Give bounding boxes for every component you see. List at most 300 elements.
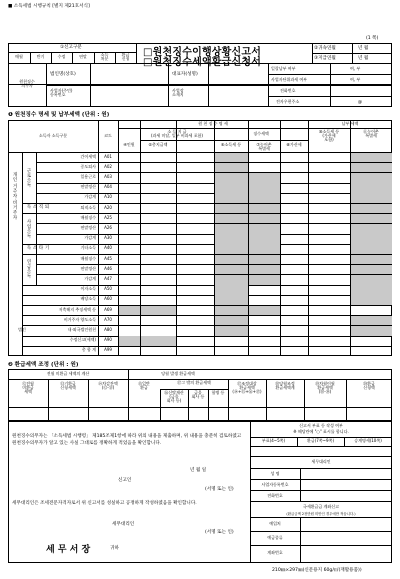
- cell-A10-6[interactable]: [308, 193, 350, 203]
- cell-A70-0[interactable]: [118, 315, 140, 325]
- cell-A70-1[interactable]: [140, 315, 176, 325]
- row-label-A04: 연말정산: [80, 184, 96, 190]
- cell-A04-0[interactable]: [118, 183, 140, 193]
- refund-value-2[interactable]: [88, 407, 128, 421]
- cell-A25-2[interactable]: [176, 213, 214, 223]
- cell-A60-6[interactable]: [308, 295, 350, 305]
- row-label-A10: 가감계: [84, 194, 96, 200]
- cell-A69-2[interactable]: [176, 305, 214, 315]
- resident-side-label: 개인 거주자·비거주자: [12, 172, 17, 220]
- cell-A01-4[interactable]: [248, 152, 280, 162]
- row-label-A40: 기타소득: [80, 245, 96, 251]
- company-name-label: 법인명(상호): [50, 72, 76, 77]
- paper-spec-footer: 210㎜×297㎜(신문용지 60g/㎡(재활용품)): [272, 568, 362, 573]
- cell-A69-5[interactable]: [280, 305, 308, 315]
- tax-collected-header: 징수세액: [253, 131, 269, 136]
- cell-A99-3[interactable]: [214, 346, 248, 356]
- cell-A25-6[interactable]: [308, 213, 350, 223]
- cell-A50-6[interactable]: [308, 285, 350, 295]
- declarant-signature[interactable]: (서명 또는 인): [205, 487, 234, 492]
- registration-number-label: 사업자(주민) 등록번호: [50, 88, 73, 98]
- cell-A10-0[interactable]: [118, 193, 140, 203]
- report-type-monthly[interactable]: 매월: [15, 54, 23, 59]
- refund-col-10: ⑳환급 신청액: [363, 381, 375, 391]
- group-연금소득: 연금소득: [26, 259, 31, 280]
- row-code-A80: A80: [104, 326, 112, 332]
- group-퇴직소득: 퇴직소득: [26, 204, 49, 209]
- agent-name-label: 성 명: [270, 471, 280, 476]
- row-code-A60: A60: [104, 296, 112, 302]
- row-code-A46: A46: [104, 265, 112, 271]
- cell-A01-0[interactable]: [118, 152, 140, 162]
- cell-A99-7[interactable]: [350, 346, 392, 356]
- cell-A45-3[interactable]: [214, 254, 248, 264]
- cell-A46-4[interactable]: [248, 264, 280, 274]
- cell-A70-7[interactable]: [350, 315, 392, 325]
- cell-A30-4[interactable]: [248, 234, 280, 244]
- refund-account-note: (환급금액 2천만원 미만인 경우에만 적습니다.): [286, 512, 356, 516]
- row-code-A45: A45: [104, 255, 112, 261]
- refund-value-8[interactable]: [266, 407, 304, 421]
- payment-label: ③지급연월: [314, 56, 336, 61]
- agent-phone-field[interactable]: [302, 491, 390, 500]
- cell-A50-5[interactable]: [280, 285, 308, 295]
- cell-A03-6[interactable]: [308, 172, 350, 182]
- cell-A46-3[interactable]: [214, 264, 248, 274]
- cell-A70-5[interactable]: [280, 315, 308, 325]
- cell-A60-7[interactable]: [350, 295, 392, 305]
- cell-A25-4[interactable]: [248, 213, 280, 223]
- cell-A26-3[interactable]: [214, 223, 248, 233]
- cell-A60-0[interactable]: [118, 295, 140, 305]
- refund-value-0[interactable]: [8, 407, 48, 421]
- cell-A47-0[interactable]: [118, 274, 140, 284]
- refund-value-10[interactable]: [346, 407, 392, 421]
- cell-A20-1[interactable]: [140, 203, 176, 213]
- cell-A40-7[interactable]: [350, 244, 392, 254]
- appendix-col-succession[interactable]: 승계명세(10쪽): [354, 438, 382, 443]
- cell-A45-0[interactable]: [118, 254, 140, 264]
- curr-refund-header: 당월 발생 환급세액: [161, 371, 195, 376]
- withholding-table: [8, 120, 392, 356]
- cell-A47-5[interactable]: [280, 274, 308, 284]
- cell-A04-3[interactable]: [214, 183, 248, 193]
- appendix-col-refund[interactable]: 환급(7쪽~9쪽): [306, 438, 335, 443]
- cell-A46-7[interactable]: [350, 264, 392, 274]
- row-label-A50: 이자소득: [80, 286, 96, 292]
- cell-A46-2[interactable]: [176, 264, 214, 274]
- refund-col-4: ⑯신탁재산 (금융 회사 등): [164, 390, 184, 404]
- refund-value-1[interactable]: [48, 407, 88, 421]
- cell-A45-4[interactable]: [248, 254, 280, 264]
- refund-value-9[interactable]: [304, 407, 346, 421]
- cell-A70-4[interactable]: [248, 315, 280, 325]
- report-type-income-disposal[interactable]: 소득 처분: [100, 52, 109, 62]
- row-label-A01: 간이세액: [80, 153, 96, 159]
- cell-A60-1[interactable]: [140, 295, 176, 305]
- cell-A20-3[interactable]: [214, 203, 248, 213]
- bank-label: 예입처: [269, 521, 281, 526]
- tax-agent-label: 세무대리인: [112, 522, 135, 527]
- cell-A80-4[interactable]: [248, 325, 280, 335]
- payment-value[interactable]: 년 월: [358, 56, 369, 61]
- cell-A02-3[interactable]: [214, 162, 248, 172]
- appendix-col-attachment[interactable]: 부표(4~5쪽): [261, 438, 286, 443]
- row-code-A99: A99: [104, 347, 112, 353]
- cell-A04-7[interactable]: [350, 183, 392, 193]
- cell-A10-3[interactable]: [214, 193, 248, 203]
- cell-A04-4[interactable]: [248, 183, 280, 193]
- agent-label: 원천징수 의무자: [19, 79, 35, 89]
- agent-business-number-label: 사업자등록번호: [261, 482, 289, 487]
- cell-A40-4[interactable]: [248, 244, 280, 254]
- cell-A99-6[interactable]: [308, 346, 350, 356]
- row-label-A70: 비거주자 양도소득: [63, 316, 96, 322]
- row-label-A20: 퇴직소득: [80, 204, 96, 210]
- cell-A30-5[interactable]: [280, 234, 308, 244]
- cell-A20-0[interactable]: [118, 203, 140, 213]
- cell-A90-4[interactable]: [248, 336, 280, 346]
- cell-A26-4[interactable]: [248, 223, 280, 233]
- cell-A60-3[interactable]: [214, 295, 248, 305]
- attribution-value[interactable]: 년 월: [358, 46, 369, 51]
- cell-A01-7[interactable]: [350, 152, 392, 162]
- representative-label: 대표자(성명): [172, 72, 198, 77]
- agent-phone-label: 전화번호: [267, 493, 283, 498]
- cell-A69-6[interactable]: [308, 305, 350, 315]
- cell-A01-5[interactable]: [280, 152, 308, 162]
- refund-col-9: ⑲차월이월 환급세액 (⑱-⑲): [315, 381, 335, 395]
- cell-A69-1[interactable]: [140, 305, 176, 315]
- cell-A26-2[interactable]: [176, 223, 214, 233]
- email-field[interactable]: @: [358, 99, 362, 104]
- cell-A60-5[interactable]: [280, 295, 308, 305]
- cell-A99-1[interactable]: [140, 346, 176, 356]
- refund-value-4[interactable]: [160, 407, 188, 421]
- row-label-A46: 연말정산: [80, 265, 96, 271]
- appendix-title: 신고서 부표 등 작성 여부: [299, 423, 343, 428]
- cell-A20-7[interactable]: [350, 203, 392, 213]
- group-근로소득: 근로소득: [26, 167, 31, 188]
- cell-A90-6[interactable]: [308, 336, 350, 346]
- cell-A02-6[interactable]: [308, 162, 350, 172]
- cell-A80-5[interactable]: [280, 325, 308, 335]
- cell-A70-6[interactable]: [308, 315, 350, 325]
- row-label-A03: 일용근로: [80, 173, 96, 179]
- refund-col-6: 합병 등: [211, 390, 225, 395]
- row-label-A60: 배당소득: [80, 296, 96, 302]
- refund-value-7[interactable]: [228, 407, 266, 421]
- cell-A46-6[interactable]: [308, 264, 350, 274]
- cell-A90-1[interactable]: [140, 336, 176, 346]
- row-code-A70: A70: [104, 316, 112, 322]
- row-code-A40: A40: [104, 245, 112, 251]
- cell-A69-3[interactable]: [214, 305, 248, 315]
- cell-A03-5[interactable]: [280, 172, 308, 182]
- cell-A99-5[interactable]: [280, 346, 308, 356]
- cell-A03-7[interactable]: [350, 172, 392, 182]
- cell-A02-5[interactable]: [280, 162, 308, 172]
- cell-A26-0[interactable]: [118, 223, 140, 233]
- cell-A26-7[interactable]: [350, 223, 392, 233]
- report-type-amended[interactable]: 수정: [57, 54, 66, 59]
- tax-office-name: 세 무 서 장: [46, 545, 91, 555]
- account-number-field[interactable]: [302, 547, 390, 561]
- cell-A25-7[interactable]: [350, 213, 392, 223]
- cell-A69-0[interactable]: [118, 305, 140, 315]
- cell-A45-5[interactable]: [280, 254, 308, 264]
- refund-col-0: ⑫전월 미환급 세액: [22, 381, 34, 395]
- code-header: 코드: [104, 133, 112, 138]
- cell-A10-7[interactable]: [350, 193, 392, 203]
- cell-A25-3[interactable]: [214, 213, 248, 223]
- cell-A01-6[interactable]: [308, 152, 350, 162]
- cell-A03-2[interactable]: [176, 172, 214, 182]
- registration-number-field[interactable]: [92, 88, 166, 105]
- row-label-A90: 수정신고(세액): [69, 337, 96, 343]
- refund-col-1: ⑬기환급 신청세액: [60, 381, 76, 391]
- cell-A80-2[interactable]: [176, 325, 214, 335]
- cell-A45-1[interactable]: [140, 254, 176, 264]
- cell-A80-0[interactable]: [118, 325, 140, 335]
- cell-A03-4[interactable]: [248, 172, 280, 182]
- cell-A40-2[interactable]: [176, 244, 214, 254]
- cell-A90-2[interactable]: [176, 336, 214, 346]
- pay-income-tax-header: ⑩소득세 등 (가산세 포함): [318, 129, 340, 143]
- row-label-A45: 매월징수: [80, 255, 96, 261]
- phone-label: 전화번호: [280, 88, 296, 93]
- cell-A01-2[interactable]: [176, 152, 214, 162]
- tax-office-suffix: 귀하: [110, 546, 119, 551]
- cell-A02-7[interactable]: [350, 162, 392, 172]
- cell-A20-2[interactable]: [176, 203, 214, 213]
- cell-A25-5[interactable]: [280, 213, 308, 223]
- pay-rural-tax-header: ⑪농어촌 특별세: [363, 129, 379, 139]
- cell-A99-0[interactable]: [118, 346, 140, 356]
- cell-A60-4[interactable]: [248, 295, 280, 305]
- section2-title: ❷ 환급세액 조정 (단위 : 원): [8, 362, 79, 368]
- cell-A20-5[interactable]: [280, 203, 308, 213]
- cell-A30-3[interactable]: [214, 234, 248, 244]
- count-header: ④인원: [123, 142, 135, 147]
- unit-taxation-label: 사업자단위과세 여부: [271, 77, 308, 82]
- row-label-A30: 가감계: [84, 235, 96, 241]
- cell-A30-0[interactable]: [118, 234, 140, 244]
- group-corporate: 법인: [18, 326, 26, 332]
- cell-A70-2[interactable]: [176, 315, 214, 325]
- page-label: (1 쪽): [366, 36, 379, 41]
- refund-value-6[interactable]: [208, 407, 228, 421]
- cell-A99-4[interactable]: [248, 346, 280, 356]
- batch-payment-label: 일괄납부 여부: [271, 66, 296, 71]
- cell-A20-4[interactable]: [248, 203, 280, 213]
- paid-income-header: 소 득 지 급 (과세 미달, 일부 비과세 포함): [151, 129, 203, 139]
- cell-A50-4[interactable]: [248, 285, 280, 295]
- cell-A30-6[interactable]: [308, 234, 350, 244]
- cell-A01-3[interactable]: [214, 152, 248, 162]
- cell-A45-6[interactable]: [308, 254, 350, 264]
- refund-col-5: 금융 회사 등: [191, 390, 205, 400]
- penalty-header: ⑧가산세: [286, 142, 302, 147]
- address-field[interactable]: [210, 88, 266, 105]
- cell-A46-5[interactable]: [280, 264, 308, 274]
- section1-title: ❶ 원천징수 명세 및 납부세액 (단위 : 원): [8, 112, 110, 118]
- cell-A02-1[interactable]: [140, 162, 176, 172]
- cell-A20-6[interactable]: [308, 203, 350, 213]
- refund-value-5[interactable]: [188, 407, 208, 421]
- refund-value-3[interactable]: [128, 407, 160, 421]
- phone-field[interactable]: [332, 86, 390, 95]
- row-code-A03: A03: [104, 173, 112, 179]
- cell-A10-4[interactable]: [248, 193, 280, 203]
- cell-A80-6[interactable]: [308, 325, 350, 335]
- row-label-A02: 중도퇴사: [80, 163, 96, 169]
- cell-A40-6[interactable]: [308, 244, 350, 254]
- cell-A69-4[interactable]: [248, 305, 280, 315]
- cell-A46-1[interactable]: [140, 264, 176, 274]
- form-reference: ■ 소득세법 시행규칙 [별지 제21호서식]: [8, 4, 90, 9]
- email-label: 전자우편주소: [276, 99, 300, 104]
- cell-A69-7[interactable]: [350, 305, 392, 315]
- account-type-field[interactable]: [302, 533, 390, 544]
- tax-agent-signature[interactable]: (서명 또는 인): [205, 530, 234, 535]
- attribution-label: ②귀속연월: [314, 46, 336, 51]
- cell-A30-1[interactable]: [140, 234, 176, 244]
- row-code-A02: A02: [104, 163, 112, 169]
- cell-A47-3[interactable]: [214, 274, 248, 284]
- row-code-A20: A20: [104, 204, 112, 210]
- cell-A10-1[interactable]: [140, 193, 176, 203]
- cell-A90-7[interactable]: [350, 336, 392, 346]
- cell-A03-3[interactable]: [214, 172, 248, 182]
- cell-A03-1[interactable]: [140, 172, 176, 182]
- cell-A30-7[interactable]: [350, 234, 392, 244]
- cell-A50-1[interactable]: [140, 285, 176, 295]
- cell-A50-0[interactable]: [118, 285, 140, 295]
- tax-agent-statement: 세무대리인은 조세전문자격자로서 위 신고서를 성실하고 공정하게 작성하였음을 확인합니다.: [12, 501, 197, 506]
- row-code-A04: A04: [104, 184, 112, 190]
- other-refund-header: ⑰그 밖의 환급세액: [177, 380, 211, 385]
- batch-payment-value[interactable]: 여, 부: [350, 66, 361, 71]
- cell-A10-2[interactable]: [176, 193, 214, 203]
- cell-A50-3[interactable]: [214, 285, 248, 295]
- group-사업소득: 사업소득: [26, 218, 31, 239]
- cell-A02-2[interactable]: [176, 162, 214, 172]
- address-label: 사업장 소재지: [172, 88, 184, 98]
- row-code-A50: A50: [104, 286, 112, 292]
- rural-tax-header: ⑦농어촌 특별세: [256, 142, 272, 152]
- cell-A04-2[interactable]: [176, 183, 214, 193]
- withholding-header: 원 천 징 수 명 세: [198, 121, 228, 126]
- cell-A40-5[interactable]: [280, 244, 308, 254]
- cell-A45-2[interactable]: [176, 254, 214, 264]
- cell-A25-0[interactable]: [118, 213, 140, 223]
- row-code-A10: A10: [104, 194, 112, 200]
- group-기타소득: 기타소득: [26, 244, 49, 250]
- cell-A30-2[interactable]: [176, 234, 214, 244]
- income-tax-header: ⑥소득세 등: [220, 142, 242, 147]
- cell-A47-7[interactable]: [350, 274, 392, 284]
- row-label-A26: 연말정산: [80, 224, 96, 230]
- cell-A90-0[interactable]: [118, 336, 140, 346]
- agent-business-number-field[interactable]: [302, 480, 390, 489]
- row-code-A90: A90: [104, 337, 112, 343]
- report-type-half[interactable]: 반기: [36, 54, 45, 59]
- cell-A47-4[interactable]: [248, 274, 280, 284]
- cell-A80-3[interactable]: [214, 325, 248, 335]
- cell-A26-5[interactable]: [280, 223, 308, 233]
- prev-refund-header: 전월 미환급 세액의 계산: [46, 371, 90, 376]
- cell-A99-2[interactable]: [176, 346, 214, 356]
- cell-A70-3[interactable]: [214, 315, 248, 325]
- refund-col-8: ⑱당월조정 환급세액계: [275, 381, 295, 391]
- row-label-A47: 가감계: [84, 275, 96, 281]
- bank-field[interactable]: [302, 519, 390, 530]
- refund-col-2: ⑭차감잔액 (⑫-⑬): [98, 381, 118, 391]
- cell-A04-1[interactable]: [140, 183, 176, 193]
- representative-field[interactable]: [210, 66, 266, 83]
- cell-A25-1[interactable]: [140, 213, 176, 223]
- cell-A90-5[interactable]: [280, 336, 308, 346]
- row-code-A26: A26: [104, 224, 112, 230]
- cell-A26-1[interactable]: [140, 223, 176, 233]
- refund-col-7: ⑰조정대상 환급세액 (⑭+⑮+⑯+⑰): [232, 381, 262, 395]
- cell-A46-0[interactable]: [118, 264, 140, 274]
- report-type-label: ①신고구분: [60, 45, 82, 50]
- cell-A45-7[interactable]: [350, 254, 392, 264]
- cell-A50-7[interactable]: [350, 285, 392, 295]
- cell-A10-5[interactable]: [280, 193, 308, 203]
- cell-A80-7[interactable]: [350, 325, 392, 335]
- row-code-A30: A30: [104, 235, 112, 241]
- cell-A02-0[interactable]: [118, 162, 140, 172]
- row-label-A69: 저축해지 추징세액 등: [58, 306, 96, 312]
- appendix-note: ※ 해당란에 "○" 표시를 합니다.: [293, 429, 349, 434]
- cell-A47-1[interactable]: [140, 274, 176, 284]
- cell-A90-3[interactable]: [214, 336, 248, 346]
- declarant-label: 신고인: [118, 478, 132, 483]
- title-withholding-report[interactable]: □원천징수이행상황신고서: [143, 47, 262, 58]
- cell-A02-4[interactable]: [248, 162, 280, 172]
- company-name-field[interactable]: [92, 66, 166, 83]
- cell-A80-1[interactable]: [140, 325, 176, 335]
- cell-A50-2[interactable]: [176, 285, 214, 295]
- cell-A04-6[interactable]: [308, 183, 350, 193]
- account-number-label: 계좌번호: [267, 550, 283, 555]
- cell-A01-1[interactable]: [140, 152, 176, 162]
- cell-A60-2[interactable]: [176, 295, 214, 305]
- cell-A40-1[interactable]: [140, 244, 176, 254]
- agent-name-field[interactable]: [302, 469, 390, 478]
- report-type-yearend[interactable]: 연말: [79, 54, 87, 59]
- cell-A47-6[interactable]: [308, 274, 350, 284]
- row-label-A25: 매월징수: [80, 214, 96, 220]
- cell-A03-0[interactable]: [118, 172, 140, 182]
- row-code-A01: A01: [104, 153, 112, 159]
- report-type-refund[interactable]: 환급 신청: [121, 52, 130, 62]
- cell-A04-5[interactable]: [280, 183, 308, 193]
- title-refund-application[interactable]: □원천징수세액환급신청서: [143, 57, 262, 68]
- cell-A40-0[interactable]: [118, 244, 140, 254]
- declaration-text: 원천징수의무자는 「소득세법 시행령」 제185조제1항에 따라 위의 내용을 제출하며, 위 내용을 충분히 검토하였고 원천징수의무자가 알고 있는 사실 그대로를 정확하게 적었음을 확인합니다.: [12, 434, 242, 447]
- income-class-header: 소득자 소득구분: [38, 133, 68, 138]
- cell-A47-2[interactable]: [176, 274, 214, 284]
- unit-taxation-value[interactable]: 여, 부: [350, 77, 361, 82]
- cell-A26-6[interactable]: [308, 223, 350, 233]
- declaration-date[interactable]: 년 월 일: [190, 468, 207, 473]
- cell-A40-3[interactable]: [214, 244, 248, 254]
- agent-box-title: 세무대리인: [311, 459, 331, 464]
